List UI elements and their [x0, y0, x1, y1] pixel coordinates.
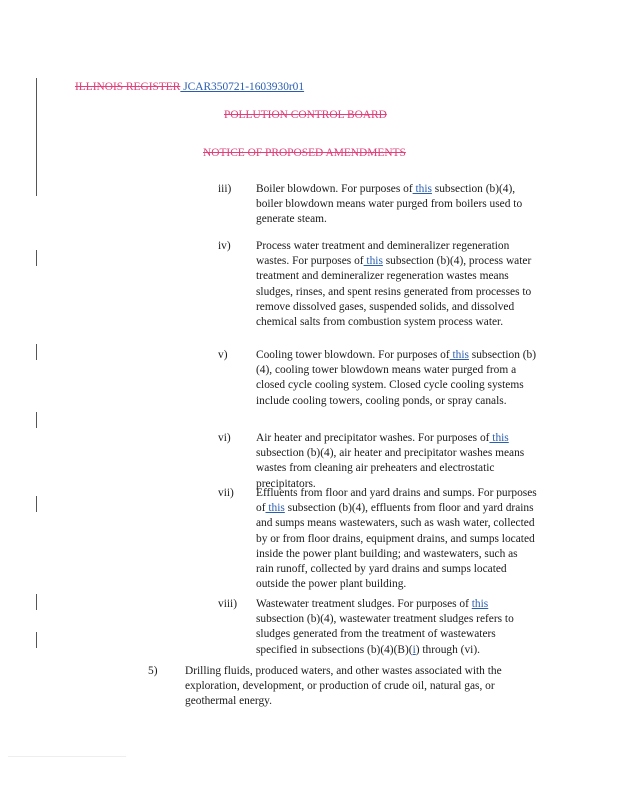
change-bar	[36, 594, 37, 610]
change-bar	[36, 496, 37, 512]
board-header: POLLUTION CONTROL BOARD	[224, 109, 387, 121]
item-number: iii)	[218, 183, 232, 195]
change-bar	[36, 344, 37, 360]
item-number: iv)	[218, 240, 231, 252]
notice-header: NOTICE OF PROPOSED AMENDMENTS	[203, 147, 406, 159]
item-text: Boiler blowdown. For purposes of this subsection (b)(4), boiler blowdown means water purged from boilers used to generate steam.	[256, 183, 523, 226]
item-number: vi)	[218, 432, 231, 444]
item-text: Effluents from floor and yard drains and sumps. For purposes of this subsection (b)(4), effluents from floor and yard drains and sumps means wastewaters, such as wash water, collected by or from floor drains, equipment drains, and sumps located inside the power plant building; and wastewaters, such as rain runoff, collected by yard drains and sumps located outside the power plant building.	[256, 487, 537, 591]
item-number: vii)	[218, 487, 234, 499]
register-header	[75, 80, 304, 95]
item-text: Wastewater treatment sludges. For purposes of this subsection (b)(4), wastewater treatment sludges refers to sludges generated from the treatment of wastewaters specified in subsections (b)(4)(B)(i) through (vi).	[256, 598, 514, 656]
item-text: Cooling tower blowdown. For purposes of this subsection (b)(4), cooling tower blowdown means water purged from a closed cycle cooling system. Closed cycle cooling systems include cooling towers, cooling ponds, or spray canals.	[256, 349, 537, 407]
register-struck: ILLINOIS REGISTER	[75, 81, 181, 93]
change-bar	[36, 78, 37, 196]
change-bar	[36, 250, 37, 266]
item-number: 5)	[148, 665, 158, 677]
item-number: viii)	[218, 598, 237, 610]
change-bar	[36, 632, 37, 648]
change-bar	[36, 412, 37, 428]
footer-rule	[8, 756, 126, 757]
item-text: Drilling fluids, produced waters, and other wastes associated with the exploration, development, or production of crude oil, natural gas, or geothermal energy.	[185, 665, 502, 708]
item-text: Process water treatment and demineralizer regeneration wastes. For purposes of this subsection (b)(4), process water treatment and demineralizer regeneration wastes means sludges, rinses, and spent resins generated from processes to remove dissolved gases, suspended solids, and dissolved chemical salts from combustion system process water.	[256, 240, 532, 329]
item-number: v)	[218, 349, 228, 361]
register-inserted: JCAR350721-1603930r01	[180, 81, 305, 93]
item-text: Air heater and precipitator washes. For purposes of this subsection (b)(4), air heater and precipitator washes means wastes from cleaning air preheaters and electrostatic precipitators.	[256, 432, 525, 490]
